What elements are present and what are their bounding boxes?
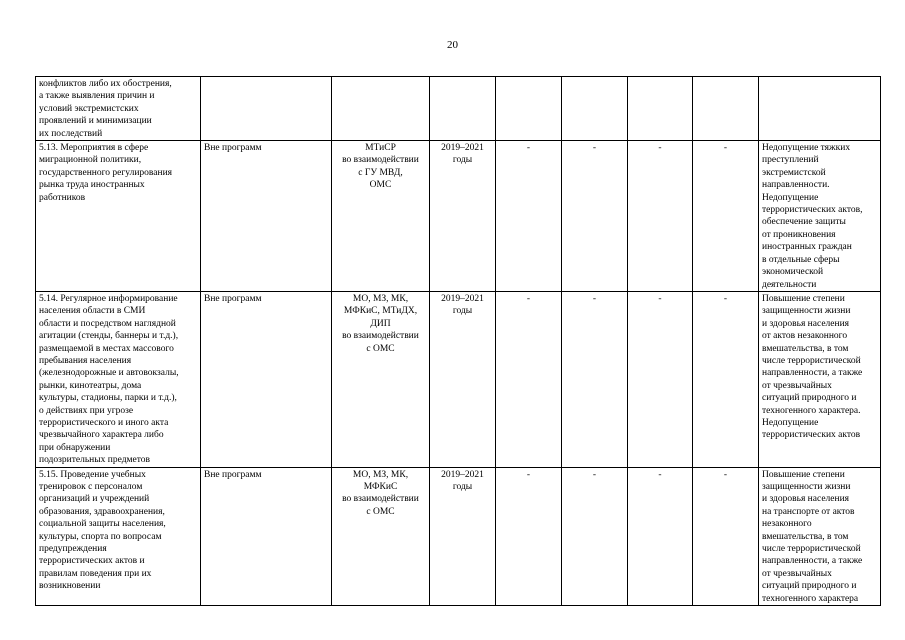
funding-cell: - — [628, 141, 693, 292]
funding-cell: - — [628, 467, 693, 605]
table-row — [36, 77, 881, 141]
table-row — [36, 141, 881, 292]
period-cell: 2019–2021 годы — [430, 467, 496, 605]
executor-cell: МО, МЗ, МК, МФКиС, МТиДХ, ДИП во взаимодействии с ОМС — [332, 291, 430, 467]
program-cell: Вне программ — [201, 291, 332, 467]
period-cell: 2019–2021 годы — [430, 141, 496, 292]
program-cell — [201, 77, 332, 141]
period-cell — [430, 77, 496, 141]
measures-table — [35, 76, 881, 606]
program-cell: Вне программ — [201, 467, 332, 605]
funding-cell: - — [693, 467, 759, 605]
funding-cell: - — [496, 291, 562, 467]
funding-cell: - — [562, 141, 628, 292]
funding-cell: - — [693, 141, 759, 292]
funding-cell — [562, 77, 628, 141]
measure-cell: 5.14. Регулярное информирование населения области в СМИ области и посредством наглядной агитации (стенды, баннеры и т.д.), размещаемой в местах массового пребывания населения (железнодорожные и автовокзалы, рынки, кинотеатры, дома культуры, стадионы, парки и т.д.), о действиях при угрозе террористического и иного акта чрезвычайного характера либо при обнаружении подозрительных предметов — [36, 291, 201, 467]
funding-cell: - — [562, 291, 628, 467]
funding-cell: - — [496, 141, 562, 292]
funding-cell — [693, 77, 759, 141]
period-cell: 2019–2021 годы — [430, 291, 496, 467]
table-row — [36, 291, 881, 467]
measure-cell: 5.15. Проведение учебных тренировок с персоналом организаций и учреждений образования, здравоохранения, социальной защиты населения, культуры, спорта по вопросам предупреждения террористических актов и правилам поведения при их возникновении — [36, 467, 201, 605]
executor-cell — [332, 77, 430, 141]
funding-cell: - — [693, 291, 759, 467]
executor-cell: МТиСР во взаимодействии с ГУ МВД, ОМС — [332, 141, 430, 292]
funding-cell — [628, 77, 693, 141]
funding-cell: - — [562, 467, 628, 605]
result-cell — [759, 77, 881, 141]
result-cell: Недопущение тяжких преступлений экстремистской направленности. Недопущение террористических актов, обеспечение защиты от проникновения иностранных граждан в отдельные сферы экономической деятельности — [759, 141, 881, 292]
program-cell: Вне программ — [201, 141, 332, 292]
funding-cell — [496, 77, 562, 141]
executor-cell: МО, МЗ, МК, МФКиС во взаимодействии с ОМС — [332, 467, 430, 605]
measure-cell: конфликтов либо их обострения, а также выявления причин и условий экстремистских проявлений и минимизации их последствий — [36, 77, 201, 141]
page-number: 20 — [447, 39, 458, 51]
funding-cell: - — [496, 467, 562, 605]
result-cell: Повышение степени защищенности жизни и здоровья населения от актов незаконного вмешательства, в том числе террористической направленности, а также от чрезвычайных ситуаций природного и техногенного характера. Недопущение террористических актов — [759, 291, 881, 467]
funding-cell: - — [628, 291, 693, 467]
result-cell: Повышение степени защищенности жизни и здоровья населения на транспорте от актов незаконного вмешательства, в том числе террористической направленности, а также от чрезвычайных ситуаций природного и техногенного характера — [759, 467, 881, 605]
table-row — [36, 467, 881, 605]
measure-cell: 5.13. Мероприятия в сфере миграционной политики, государственного регулирования рынка труда иностранных работников — [36, 141, 201, 292]
